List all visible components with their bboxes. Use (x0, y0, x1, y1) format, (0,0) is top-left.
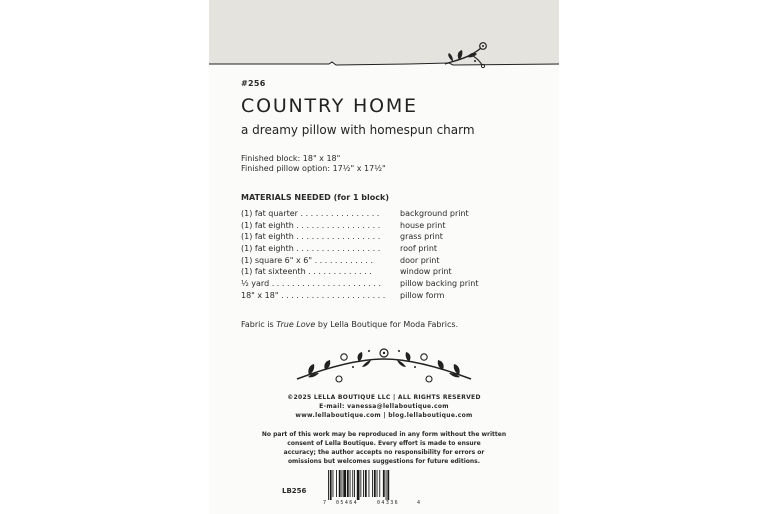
list-item (241, 255, 531, 267)
finished-sizes (241, 154, 386, 174)
barcode-bar (363, 470, 364, 497)
legal-notice (209, 430, 559, 466)
material-quantity: (1) fat sixteenth . . . . . . . . . . . . . (241, 267, 372, 277)
barcode-bar (374, 470, 376, 497)
legal-line: No part of this work may be reproduced in any form without the written (261, 431, 507, 438)
material-use: door print (400, 255, 440, 265)
copyright-block (209, 393, 559, 420)
legal-line: omissions but welcomes suggestions for future editions. (287, 458, 481, 465)
legal-line: accuracy; the author accepts no responsibility for errors or (283, 449, 485, 456)
barcode-bar (354, 470, 355, 497)
header-band (209, 0, 559, 66)
barcode-bars (322, 470, 422, 500)
barcode-digit-first: 7 (323, 500, 327, 506)
barcode-bar (343, 470, 346, 497)
barcode-bar (336, 470, 337, 497)
barcode-bar (379, 470, 380, 497)
list-item (241, 266, 531, 278)
finished-pillow-size: Finished pillow option: 17½" x 17½" (241, 164, 386, 173)
fabric-note-suffix: by Lella Boutique for Moda Fabrics. (315, 320, 459, 329)
material-quantity: (1) fat eighth . . . . . . . . . . . . . . . . . (241, 220, 381, 230)
material-use: pillow backing print (400, 279, 479, 289)
material-use: pillow form (400, 290, 445, 300)
material-use: house print (400, 220, 446, 230)
list-item (241, 278, 531, 290)
barcode-bar (372, 470, 373, 497)
barcode-bar (342, 470, 343, 497)
barcode-bar (386, 470, 387, 500)
barcode-bar (383, 470, 385, 497)
material-quantity: (1) square 6" x 6" . . . . . . . . . . . . (241, 255, 374, 265)
email-line: E-mail: vanessa@lellaboutique.com (319, 403, 449, 410)
barcode-bar (330, 470, 332, 500)
material-quantity: (1) fat quarter . . . . . . . . . . . . . . . . (241, 209, 380, 218)
list-item (241, 220, 531, 232)
legal-line: consent of Lella Boutique. Every effort is made to ensure (287, 440, 481, 447)
sku-code: LB256 (282, 487, 307, 495)
material-quantity: (1) fat eighth . . . . . . . . . . . . . . . . . (241, 232, 381, 242)
fabric-note (241, 320, 458, 329)
barcode-bar (369, 470, 370, 497)
list-item (241, 208, 531, 220)
materials-list (241, 208, 531, 302)
list-item (241, 243, 531, 255)
barcode-bar (328, 470, 329, 500)
list-item (241, 290, 531, 302)
pattern-number: #256 (241, 79, 266, 88)
barcode-bar (333, 470, 334, 497)
barcode-bar (387, 470, 389, 500)
material-quantity: ½ yard . . . . . . . . . . . . . . . . . . . . . . (241, 279, 382, 289)
material-use: background print (400, 209, 469, 218)
floral-vine-icon (289, 345, 479, 387)
fabric-note-prefix: Fabric is (241, 320, 277, 329)
flower-sprig-icon (209, 38, 559, 70)
barcode-bar (360, 470, 361, 497)
barcode-bar (339, 470, 341, 497)
materials-heading: MATERIALS NEEDED (for 1 block) (241, 193, 389, 202)
material-use: roof print (400, 244, 438, 254)
barcode-digit-last: 4 (417, 500, 421, 506)
page-subtitle: a dreamy pillow with homespun charm (241, 123, 475, 137)
copyright-line: ©2025 LELLA BOUTIQUE LLC | ALL RIGHTS RESERVED (287, 394, 481, 401)
page-title: COUNTRY HOME (241, 95, 418, 117)
fabric-collection-name: True Love (276, 320, 316, 329)
list-item (241, 231, 531, 243)
finished-block-size: Finished block: 18" x 18" (241, 154, 341, 163)
barcode-bar (377, 470, 378, 497)
barcode-bar (350, 470, 351, 497)
barcode-bar (347, 470, 349, 497)
barcode-bar (357, 470, 360, 500)
barcode-bar (365, 470, 367, 497)
pattern-back-cover (209, 0, 559, 514)
material-use: grass print (400, 232, 443, 242)
material-quantity: 18" x 18" . . . . . . . . . . . . . . . . . . . . . (241, 290, 386, 300)
barcode-bar (352, 470, 353, 497)
barcode-digits-right: 04336 (377, 500, 400, 506)
barcode (322, 470, 422, 508)
website-line: www.lellaboutique.com | blog.lellaboutique.com (295, 412, 473, 419)
barcode-digits-left: 05464 (336, 500, 359, 506)
material-quantity: (1) fat eighth . . . . . . . . . . . . . . . . . (241, 244, 381, 254)
material-use: window print (400, 267, 452, 277)
